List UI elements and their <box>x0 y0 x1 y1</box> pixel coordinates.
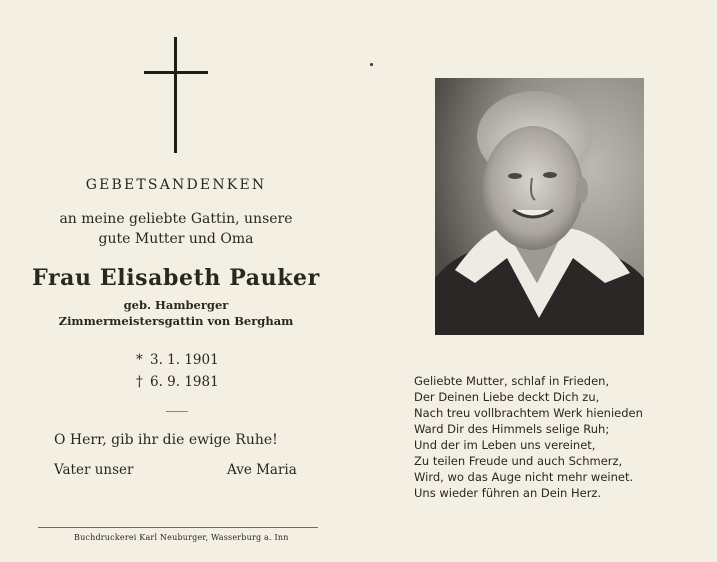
poem-line: Der Deinen Liebe deckt Dich zu, <box>414 390 600 404</box>
footer-divider <box>38 527 318 528</box>
maiden-name: geb. Hamberger <box>123 298 229 312</box>
dedication-line: an meine geliebte Gattin, unsere <box>59 211 293 227</box>
poem-line: Ward Dir des Himmels selige Ruh; <box>414 422 610 436</box>
poem-line: Uns wieder führen an Dein Herz. <box>414 486 602 500</box>
cross-icon <box>144 37 208 153</box>
poem-line: Zu teilen Freude und auch Schmerz, <box>414 454 623 468</box>
death-date-row <box>136 371 219 393</box>
life-dates <box>136 349 219 393</box>
portrait-photo <box>435 78 644 335</box>
birth-date-row <box>136 349 219 371</box>
portrait-image <box>435 78 644 335</box>
poem-line: Geliebte Mutter, schlaf in Frieden, <box>414 374 610 388</box>
birth-date: 3. 1. 1901 <box>150 352 219 368</box>
birth-symbol: * <box>136 352 143 368</box>
deceased-name: Frau Elisabeth Pauker <box>32 265 320 291</box>
prayer-text: O Herr, gib ihr die ewige Ruhe! <box>54 432 278 448</box>
occupation-text: Zimmermeistersgattin von Bergham <box>58 314 294 328</box>
dedication-text <box>30 209 322 249</box>
death-date: 6. 9. 1981 <box>150 374 219 390</box>
divider <box>166 411 188 412</box>
poem-line: Wird, wo das Auge nicht mehr weinet. <box>414 470 634 484</box>
poem-text <box>414 373 643 501</box>
prayer-vater-unser: Vater unser <box>54 462 134 478</box>
prayer-ave-maria: Ave Maria <box>227 462 297 478</box>
poem-line: Und der im Leben uns vereinet, <box>414 438 596 452</box>
card-heading: GEBETSANDENKEN <box>85 177 267 193</box>
poem-line: Nach treu vollbrachtem Werk hienieden <box>414 406 643 420</box>
death-symbol: † <box>136 374 143 390</box>
printer-credit: Buchdruckerei Karl Neuburger, Wasserburg a. Inn <box>74 533 289 542</box>
dedication-line: gute Mutter und Oma <box>98 231 254 247</box>
paper-speck <box>370 63 373 66</box>
